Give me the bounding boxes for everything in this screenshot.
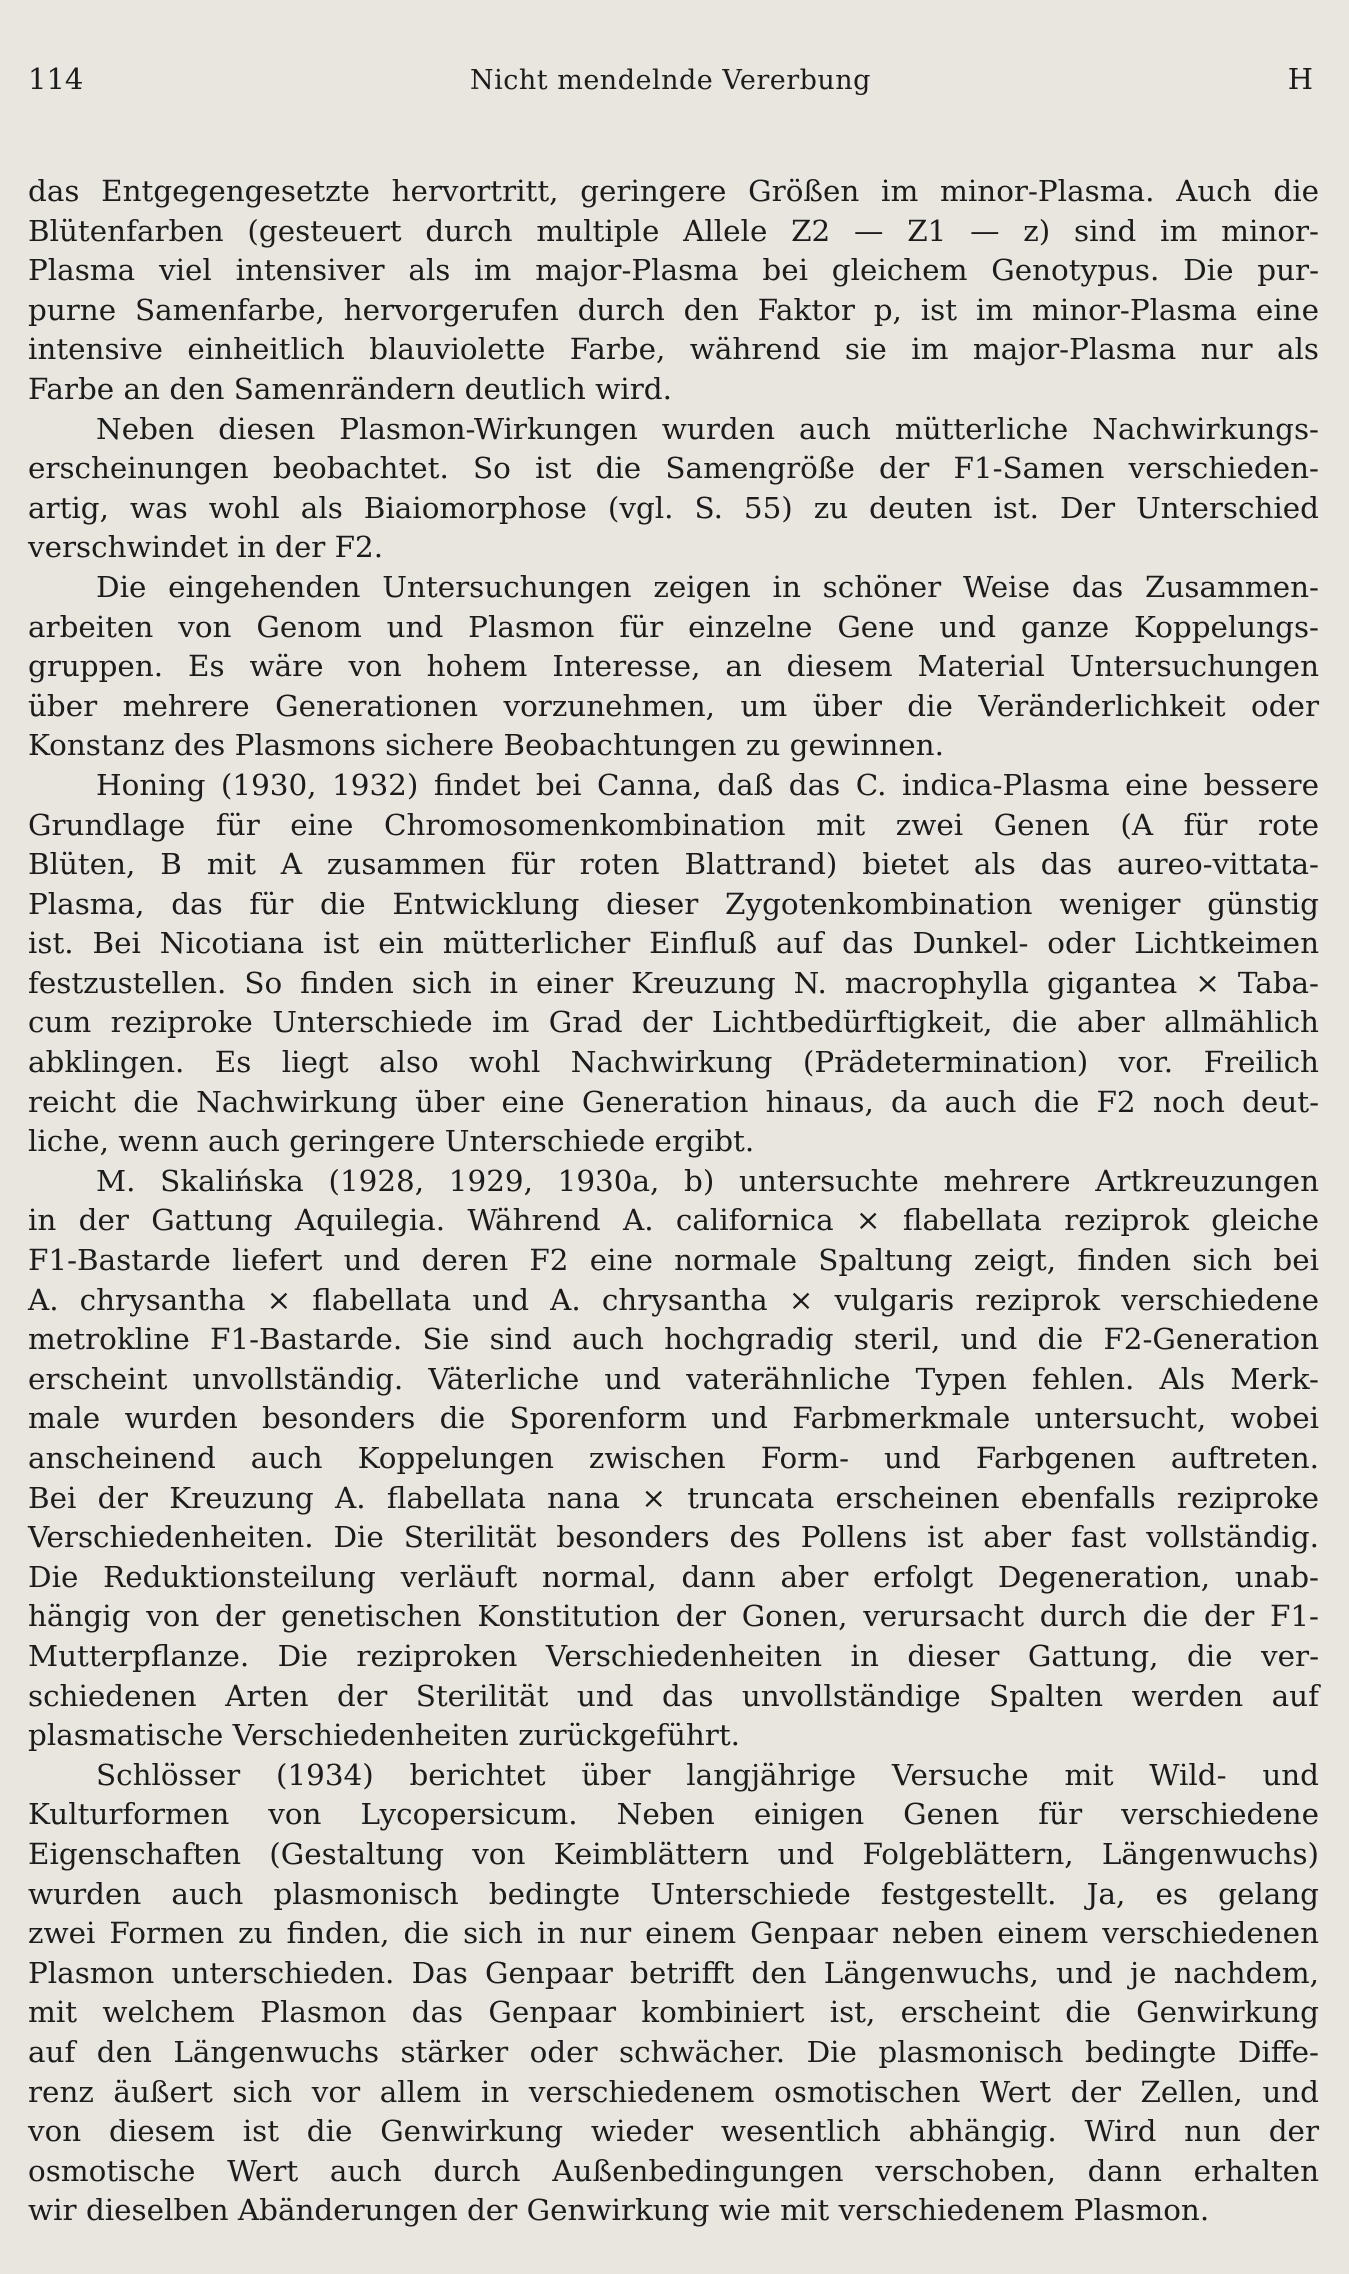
text-line: wir dieselben Abänderungen der Genwirkung wie mit verschiedenem Plasmon.	[28, 2193, 1210, 2228]
section-letter: H	[1287, 62, 1313, 96]
text-line: liche, wenn auch geringere Unterschiede ergibt.	[28, 1124, 755, 1159]
text-line: verschwindet in der F2.	[28, 530, 384, 565]
text-line: metrokline F1-Bastarde. Sie sind auch hochgradig steril, und die F2-Generation	[28, 1322, 1319, 1357]
text-line: cum reziproke Unterschiede im Grad der Lichtbedürftigkeit, die aber allmählich	[28, 1005, 1319, 1040]
text-line: zwei Formen zu finden, die sich in nur einem Genpaar neben einem verschiedenen	[28, 1916, 1319, 1951]
text-line: intensive einheitlich blauviolette Farbe, während sie im major-Plasma nur als	[28, 332, 1319, 367]
text-line: über mehrere Generationen vorzunehmen, um über die Veränderlichkeit oder	[28, 688, 1319, 723]
text-line: Neben diesen Plasmon-Wirkungen wurden auch mütterliche Nachwirkungs-	[96, 411, 1319, 446]
text-line: Die eingehenden Untersuchungen zeigen in schöner Weise das Zusammen-	[96, 569, 1319, 604]
text-line: osmotische Wert auch durch Außenbedingungen verschoben, dann erhalten	[28, 2153, 1319, 2188]
text-line: F1-Bastarde liefert und deren F2 eine normale Spaltung zeigt, finden sich bei	[28, 1243, 1319, 1278]
running-title: Nicht mendelnde Vererbung	[470, 65, 871, 96]
text-line: erscheinungen beobachtet. So ist die Samengröße der F1-Samen verschieden-	[28, 451, 1319, 486]
text-line: artig, was wohl als Biaiomorphose (vgl. S. 55) zu deuten ist. Der Unterschied	[28, 490, 1319, 525]
text-line: Grundlage für eine Chromosomenkombination mit zwei Genen (A für rote	[28, 807, 1319, 842]
text-line: wurden auch plasmonisch bedingte Unterschiede festgestellt. Ja, es gelang	[28, 1876, 1319, 1911]
text-line: hängig von der genetischen Konstitution der Gonen, verursacht durch die der F1-	[28, 1599, 1319, 1634]
text-line: Plasmon unterschieden. Das Genpaar betrifft den Längenwuchs, und je nachdem,	[28, 1955, 1319, 1990]
text-line: gruppen. Es wäre von hohem Interesse, an diesem Material Untersuchungen	[28, 649, 1319, 684]
text-line: Blüten, B mit A zusammen für roten Blattrand) bietet als das aureo-vittata-	[28, 847, 1319, 882]
text-line: Mutterpflanze. Die reziproken Verschiedenheiten in dieser Gattung, die ver-	[28, 1638, 1319, 1673]
text-line: das Entgegengesetzte hervortritt, geringere Größen im minor-Plasma. Auch die	[28, 174, 1319, 208]
text-line: auf den Längenwuchs stärker oder schwächer. Die plasmonisch bedingte Diffe-	[28, 2034, 1319, 2069]
text-line: Konstanz des Plasmons sichere Beobachtungen zu gewinnen.	[28, 728, 944, 763]
text-line: A. chrysantha × flabellata und A. chrysantha × vulgaris reziprok verschiedene	[28, 1282, 1319, 1317]
text-line: reicht die Nachwirkung über eine Generation hinaus, da auch die F2 noch deut-	[28, 1084, 1319, 1119]
text-line: abklingen. Es liegt also wohl Nachwirkung (Prädetermination) vor. Freilich	[28, 1045, 1319, 1080]
text-line: Verschiedenheiten. Die Sterilität besonders des Pollens ist aber fast vollständig.	[28, 1520, 1319, 1555]
text-line: Eigenschaften (Gestaltung von Keimblättern und Folgeblättern, Längenwuchs)	[28, 1836, 1319, 1871]
text-line: ist. Bei Nicotiana ist ein mütterlicher Einfluß auf das Dunkel- oder Lichtkeimen	[28, 926, 1319, 961]
text-line: mit welchem Plasmon das Genpaar kombiniert ist, erscheint die Genwirkung	[28, 1995, 1319, 2030]
text-line: plasmatische Verschiedenheiten zurückgeführt.	[28, 1718, 741, 1753]
page-number: 114	[28, 62, 84, 96]
text-line: Schlösser (1934) berichtet über langjährige Versuche mit Wild- und	[96, 1757, 1319, 1792]
text-line: M. Skalińska (1928, 1929, 1930a, b) untersuchte mehrere Artkreuzungen	[96, 1163, 1319, 1198]
text-line: von diesem ist die Genwirkung wieder wesentlich abhängig. Wird nun der	[28, 2114, 1319, 2149]
text-line: purne Samenfarbe, hervorgerufen durch den Faktor p, ist im minor-Plasma eine	[28, 292, 1319, 327]
text-line: Blütenfarben (gesteuert durch multiple Allele Z2 — Z1 — z) sind im minor-	[28, 213, 1319, 248]
text-line: Kulturformen von Lycopersicum. Neben einigen Genen für verschiedene	[28, 1797, 1319, 1832]
text-line: Honing (1930, 1932) findet bei Canna, daß das C. indica-Plasma eine bessere	[96, 767, 1319, 802]
text-line: Plasma, das für die Entwicklung dieser Zygotenkombination weniger günstig	[28, 886, 1319, 921]
text-line: male wurden besonders die Sporenform und Farbmerkmale untersucht, wobei	[28, 1401, 1319, 1436]
text-line: renz äußert sich vor allem in verschiedenem osmotischen Wert der Zellen, und	[28, 2074, 1319, 2109]
text-line: festzustellen. So finden sich in einer Kreuzung N. macrophylla gigantea × Taba-	[28, 965, 1319, 1000]
text-line: anscheinend auch Koppelungen zwischen Form- und Farbgenen auftreten.	[28, 1441, 1319, 1475]
text-line: erscheint unvollständig. Väterliche und vaterähnliche Typen fehlen. Als Merk-	[28, 1361, 1319, 1396]
text-line: Die Reduktionsteilung verläuft normal, dann aber erfolgt Degeneration, unab-	[28, 1559, 1319, 1594]
body-text	[28, 172, 1319, 2231]
text-line: Plasma viel intensiver als im major-Plasma bei gleichem Genotypus. Die pur-	[28, 253, 1319, 288]
text-line: schiedenen Arten der Sterilität und das unvollständige Spalten werden auf	[28, 1678, 1319, 1713]
text-line: Farbe an den Samenrändern deutlich wird.	[28, 371, 672, 406]
running-header	[28, 62, 1319, 118]
text-line: in der Gattung Aquilegia. Während A. californica × flabellata reziprok gleiche	[28, 1203, 1319, 1238]
text-line: arbeiten von Genom und Plasmon für einzelne Gene und ganze Koppelungs-	[28, 609, 1319, 644]
text-line: Bei der Kreuzung A. flabellata nana × truncata erscheinen ebenfalls reziproke	[28, 1480, 1319, 1515]
